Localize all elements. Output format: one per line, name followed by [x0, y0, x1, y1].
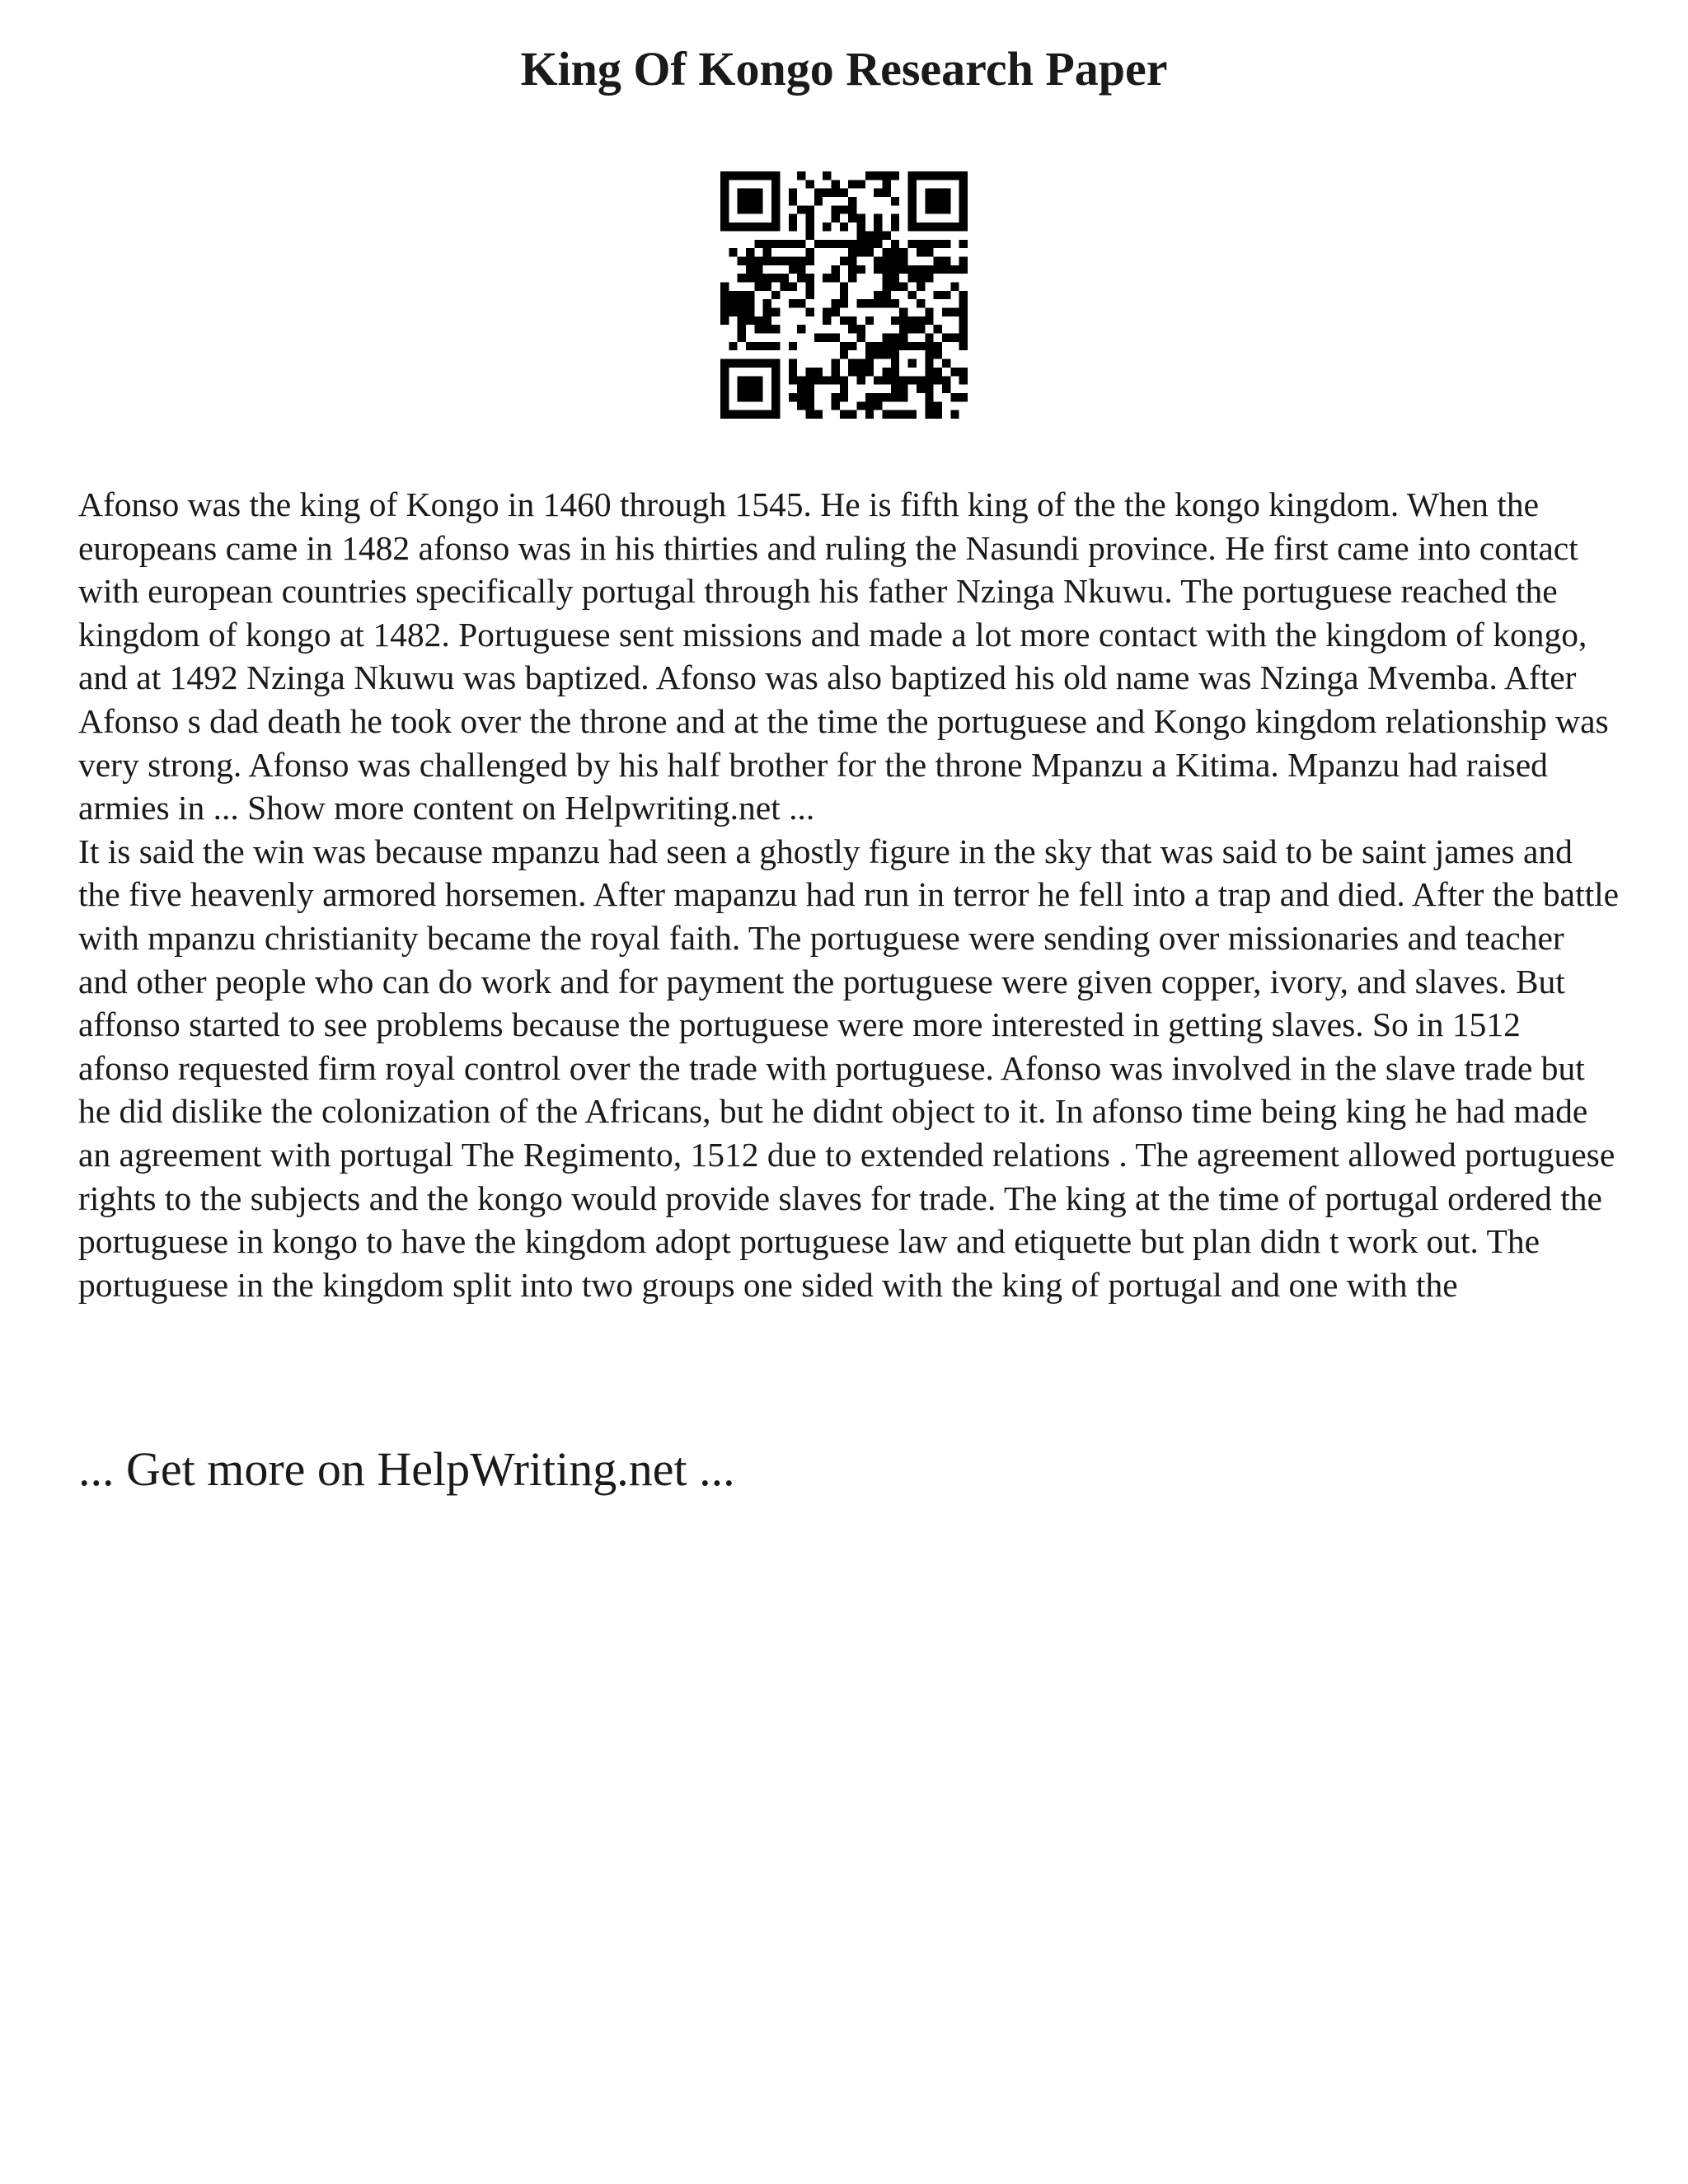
paragraph-1: Afonso was the king of Kongo in 1460 through 1545. He is fifth king of the the kongo kingdom. When the europeans came in 1482 afonso was in his thirties and ruling the Nasundi province. He first came into contact with european countries specifically portugal through his father Nzinga Nkuwu. The portuguese reached the kingdom of kongo at 1482. Portuguese sent missions and made a lot more contact with the kingdom of kongo, and at 1492 Nzinga Nkuwu was baptized. Afonso was also baptized his old name was Nzinga Mvemba. After Afonso s dad death he took over the throne and at the time the portuguese and Kongo kingdom relationship was very strong. Afonso was challenged by his half brother for the throne Mpanzu a Kitima. Mpanzu had raised armies in ... Show more content on Helpwriting.net ...	[78, 485, 1609, 827]
article-body	[78, 483, 1620, 1306]
page-title: King Of Kongo Research Paper	[520, 42, 1168, 96]
get-more-link[interactable]: ... Get more on HelpWriting.net ...	[78, 1442, 735, 1496]
qr-code-icon	[720, 171, 968, 419]
paragraph-2: It is said the win was because mpanzu had seen a ghostly figure in the sky that was said to be saint james and the five heavenly armored horsemen. After mapanzu had run in terror he fell into a trap and died. After the battle with mpanzu christianity became the royal faith. The portuguese were sending over missionaries and teacher and other people who can do work and for payment the portuguese were given copper, ivory, and slaves. But affonso started to see problems because the portuguese were more interested in getting slaves. So in 1512 afonso requested firm royal control over the trade with portuguese. Afonso was involved in the slave trade but he did dislike the colonization of the Africans, but he didnt object to it. In afonso time being king he had made an agreement with portugal The Regimento, 1512 due to extended relations . The agreement allowed portuguese rights to the subjects and the kongo would provide slaves for trade. The king at the time of portugal ordered the portuguese in kongo to have the kingdom adopt portuguese law and etiquette but plan didn t work out. The portuguese in the kingdom split into two groups one sided with the king of portugal and one with the	[78, 832, 1620, 1304]
